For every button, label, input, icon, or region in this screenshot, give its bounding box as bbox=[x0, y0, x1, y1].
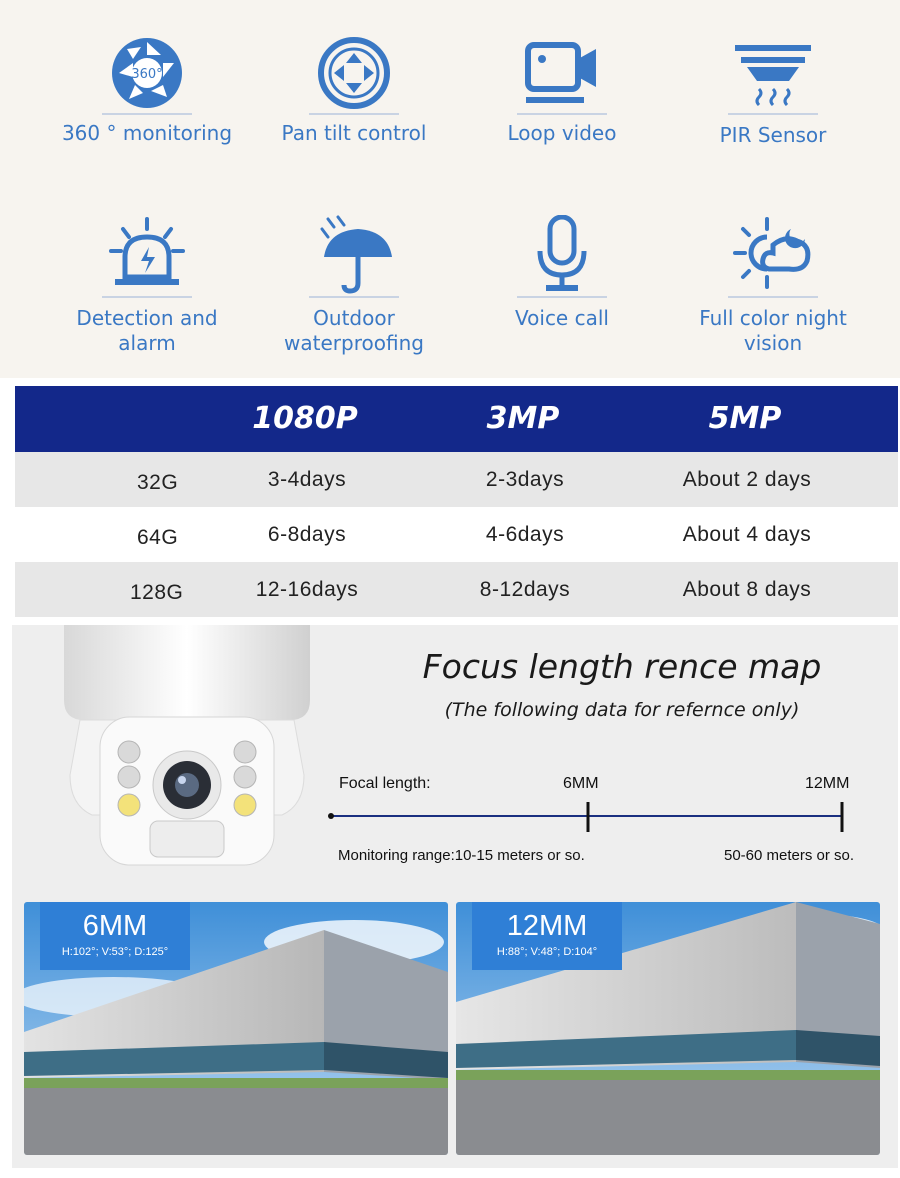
table-cell: 2-3days bbox=[485, 468, 565, 491]
umbrella-rain-icon bbox=[314, 215, 394, 295]
table-cell: 32G bbox=[137, 471, 179, 494]
table-cell: 12-16days bbox=[255, 578, 359, 601]
range-12mm-label: 50-60 meters or so. bbox=[724, 847, 855, 864]
camera-aperture-360-icon bbox=[107, 33, 187, 113]
feature-grid bbox=[0, 0, 900, 378]
photo-12mm bbox=[456, 902, 880, 1155]
lens-badge-12mm bbox=[472, 902, 622, 970]
table-header bbox=[15, 386, 898, 452]
lens-label: 6MM bbox=[82, 910, 148, 942]
feature-label: Loop video bbox=[507, 121, 617, 145]
focal-subtitle: (The following data for refernce only) bbox=[444, 699, 800, 721]
fov-label: H:102°; V:53°; D:125° bbox=[61, 946, 169, 958]
microphone-icon bbox=[522, 215, 602, 295]
table-cell: 8-12days bbox=[479, 578, 571, 601]
feature-label: Voice call bbox=[515, 306, 609, 330]
feature-label: PIR Sensor bbox=[719, 123, 827, 147]
divider bbox=[309, 296, 399, 298]
table-cell: 128G bbox=[130, 581, 184, 604]
table-cell: About 2 days bbox=[682, 468, 812, 491]
table-cell: 64G bbox=[137, 526, 179, 549]
header-cell: 3MP bbox=[486, 401, 560, 436]
table-row bbox=[15, 507, 898, 562]
feature-label: Pan tilt control bbox=[281, 121, 427, 145]
divider bbox=[728, 296, 818, 298]
lens-badge-6mm bbox=[40, 902, 190, 970]
divider bbox=[102, 113, 192, 115]
divider bbox=[309, 113, 399, 115]
feature-label: Detection and alarm bbox=[76, 306, 218, 355]
pir-sensor-icon bbox=[733, 37, 813, 117]
mark-6mm-label: 6MM bbox=[563, 775, 599, 792]
focal-scale-line bbox=[12, 798, 898, 838]
focal-length-label: Focal length: bbox=[339, 775, 431, 792]
divider bbox=[517, 296, 607, 298]
divider bbox=[102, 296, 192, 298]
focal-title: Focus length rence map bbox=[422, 647, 822, 686]
table-cell: 4-6days bbox=[485, 523, 565, 546]
focal-length-panel bbox=[12, 625, 898, 1168]
storage-table bbox=[15, 386, 898, 617]
lens-label: 12MM bbox=[506, 910, 588, 942]
table-cell: 3-4days bbox=[267, 468, 347, 491]
sun-moon-icon bbox=[733, 215, 813, 295]
header-cell: 1080P bbox=[252, 401, 358, 436]
fov-label: H:88°; V:48°; D:104° bbox=[496, 946, 598, 958]
pan-tilt-arrows-icon bbox=[314, 33, 394, 113]
table-cell: About 8 days bbox=[682, 578, 812, 601]
range-6mm-label: Monitoring range:10-15 meters or so. bbox=[338, 847, 585, 864]
table-row bbox=[15, 452, 898, 507]
video-camera-icon bbox=[522, 33, 602, 113]
feature-label: Full color night vision bbox=[699, 306, 847, 355]
mark-12mm-label: 12MM bbox=[805, 775, 850, 792]
divider bbox=[728, 113, 818, 115]
table-row bbox=[15, 562, 898, 617]
table-cell: 6-8days bbox=[267, 523, 347, 546]
photo-6mm bbox=[24, 902, 448, 1155]
table-cell: About 4 days bbox=[682, 523, 812, 546]
header-cell: 5MP bbox=[708, 401, 782, 436]
aperture-label: 360° bbox=[131, 67, 163, 82]
feature-label: 360 ° monitoring bbox=[61, 121, 233, 145]
feature-label: Outdoor waterproofing bbox=[284, 306, 424, 355]
alarm-beacon-icon bbox=[107, 215, 187, 295]
divider bbox=[517, 113, 607, 115]
